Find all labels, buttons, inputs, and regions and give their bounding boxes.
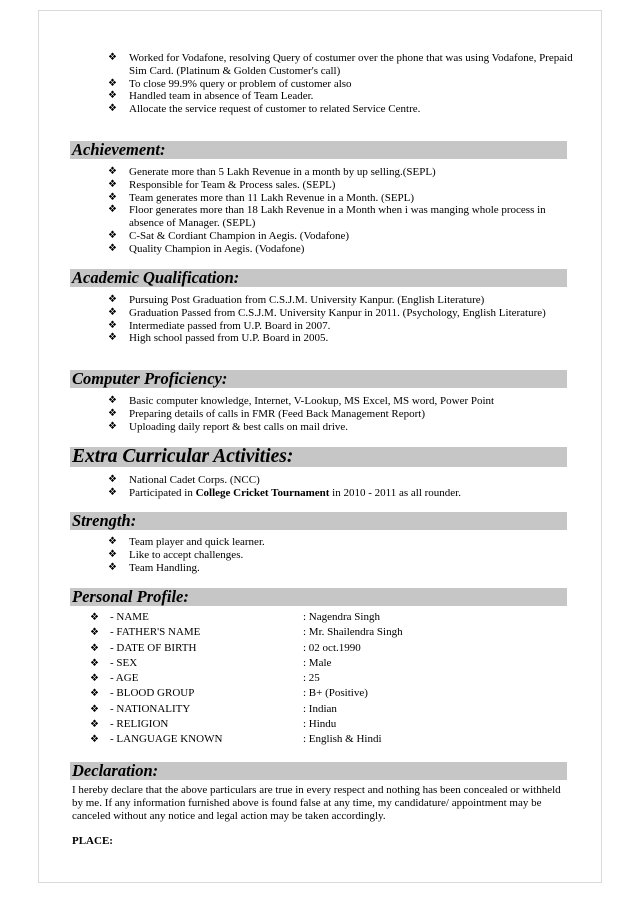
diamond-bullet-icon: ❖ bbox=[108, 536, 117, 547]
diamond-bullet-icon: ❖ bbox=[108, 395, 117, 406]
list-item: ❖ Team player and quick learner. bbox=[108, 536, 265, 548]
list-item: ❖ Handled team in absence of Team Leader. bbox=[108, 90, 314, 103]
diamond-bullet-icon: ❖ bbox=[108, 420, 117, 432]
list-item: ❖ Intermediate passed from U.P. Board in 2007. bbox=[108, 319, 331, 332]
list-item: ❖ National Cadet Corps. (NCC) bbox=[108, 474, 260, 486]
table-row: ❖ - RELIGION : Hindu bbox=[88, 717, 568, 732]
list-item: ❖ C-Sat & Cordiant Champion in Aegis. (Vodafone) bbox=[108, 229, 350, 242]
list-item: ❖ Pursuing Post Graduation from C.S.J.M. University Kanpur. (English Literature) bbox=[108, 294, 485, 306]
diamond-bullet-icon: ❖ bbox=[108, 229, 117, 241]
diamond-bullet-icon: ❖ bbox=[108, 407, 117, 419]
list-item: ❖ Basic computer knowledge, Internet, V-Lookup, MS Excel, MS word, Power Point bbox=[108, 395, 495, 407]
table-row: ❖ - LANGUAGE KNOWN : English & Hindi bbox=[88, 732, 568, 747]
list-item: ❖ Uploading daily report & best calls on mail drive. bbox=[108, 420, 349, 433]
diamond-bullet-icon: ❖ bbox=[108, 242, 117, 254]
table-row: ❖ - NAME : Nagendra Singh bbox=[88, 610, 568, 625]
academic-list bbox=[108, 294, 573, 345]
list-item: ❖ Preparing details of calls in FMR (Feed Back Management Report) bbox=[108, 407, 426, 420]
cricket-tournament-text: College Cricket Tournament bbox=[195, 486, 330, 499]
diamond-bullet-icon: ❖ bbox=[108, 52, 117, 63]
list-item: ❖ Participated in College Cricket Tournament in 2010 - 2011 as all rounder. bbox=[108, 486, 461, 499]
achievement-list bbox=[108, 166, 573, 256]
list-item: ❖ Like to accept challenges. bbox=[108, 548, 244, 561]
strength-list bbox=[108, 536, 573, 574]
declaration-text: I hereby declare that the above particulars are true in every respect and nothing has been concealed or withheld by me. If any information furnished above is found false at any time, my candidature/ appointment may be canceled without any notice and legal action may be taken accordingly. bbox=[72, 784, 561, 822]
table-row: ❖ - BLOOD GROUP : B+ (Positive) bbox=[88, 686, 568, 701]
diamond-bullet-icon: ❖ bbox=[108, 561, 117, 573]
diamond-bullet-icon: ❖ bbox=[108, 103, 117, 115]
table-row: ❖ - SEX : Male bbox=[88, 656, 568, 671]
achievement-heading: Achievement: bbox=[70, 141, 567, 159]
diamond-bullet-icon: ❖ bbox=[108, 486, 117, 498]
diamond-bullet-icon: ❖ bbox=[108, 319, 117, 331]
computer-heading: Computer Proficiency: bbox=[70, 370, 567, 388]
diamond-bullet-icon: ❖ bbox=[108, 306, 117, 318]
list-item: ❖ Floor generates more than 18 Lakh Revenue in a Month when i was manging whole process in absence of Manager. (SEPL) bbox=[108, 204, 546, 230]
declaration-heading: Declaration: bbox=[70, 762, 567, 780]
list-item: ❖ Team generates more than 11 Lakh Revenue in a Month. (SEPL) bbox=[108, 191, 415, 204]
table-row: ❖ - DATE OF BIRTH : 02 oct.1990 bbox=[88, 641, 568, 656]
strength-heading: Strength: bbox=[70, 512, 567, 530]
place-label: PLACE: bbox=[72, 835, 113, 847]
list-item: ❖ To close 99.9% query or problem of customer also bbox=[108, 77, 352, 90]
computer-list bbox=[108, 395, 573, 433]
academic-heading: Academic Qualification: bbox=[70, 269, 567, 287]
diamond-bullet-icon: ❖ bbox=[108, 474, 117, 485]
diamond-bullet-icon: ❖ bbox=[90, 627, 99, 639]
diamond-bullet-icon: ❖ bbox=[90, 673, 99, 685]
diamond-bullet-icon: ❖ bbox=[108, 191, 117, 203]
list-item: ❖ Team Handling. bbox=[108, 561, 200, 574]
diamond-bullet-icon: ❖ bbox=[90, 703, 99, 715]
list-item: ❖ Worked for Vodafone, resolving Query of costumer over the phone that was using Vodafone, Prepaid Sim Card. (Platinum & Golden Customer's call) bbox=[108, 52, 573, 77]
table-row: ❖ - NATIONALITY : Indian bbox=[88, 702, 568, 717]
diamond-bullet-icon: ❖ bbox=[108, 166, 117, 177]
diamond-bullet-icon: ❖ bbox=[90, 688, 99, 700]
list-item: ❖ High school passed from U.P. Board in 2005. bbox=[108, 332, 329, 345]
table-row: ❖ - AGE : 25 bbox=[88, 671, 568, 686]
diamond-bullet-icon: ❖ bbox=[90, 642, 99, 654]
diamond-bullet-icon: ❖ bbox=[108, 90, 117, 102]
list-item: ❖ Graduation Passed from C.S.J.M. University Kanpur in 2011. (Psychology, English Literature) bbox=[108, 306, 546, 319]
diamond-bullet-icon: ❖ bbox=[90, 657, 99, 669]
diamond-bullet-icon: ❖ bbox=[108, 294, 117, 305]
diamond-bullet-icon: ❖ bbox=[90, 719, 99, 731]
extra-heading: Extra Curricular Activities: bbox=[70, 447, 567, 467]
diamond-bullet-icon: ❖ bbox=[108, 548, 117, 560]
diamond-bullet-icon: ❖ bbox=[108, 77, 117, 89]
list-item: ❖ Responsible for Team & Process sales. (SEPL) bbox=[108, 178, 336, 191]
profile-table bbox=[88, 610, 568, 748]
extra-list bbox=[108, 474, 573, 500]
experience-list bbox=[108, 52, 573, 116]
list-item: ❖ Quality Champion in Aegis. (Vodafone) bbox=[108, 242, 305, 255]
diamond-bullet-icon: ❖ bbox=[90, 734, 99, 746]
diamond-bullet-icon: ❖ bbox=[90, 612, 99, 623]
list-item: ❖ Allocate the service request of customer to related Service Centre. bbox=[108, 103, 421, 116]
diamond-bullet-icon: ❖ bbox=[108, 332, 117, 344]
table-row: ❖ - FATHER'S NAME : Mr. Shailendra Singh bbox=[88, 625, 568, 640]
diamond-bullet-icon: ❖ bbox=[108, 178, 117, 190]
diamond-bullet-icon: ❖ bbox=[108, 204, 117, 216]
profile-heading: Personal Profile: bbox=[70, 588, 567, 606]
list-item: ❖ Generate more than 5 Lakh Revenue in a month by up selling.(SEPL) bbox=[108, 166, 436, 178]
